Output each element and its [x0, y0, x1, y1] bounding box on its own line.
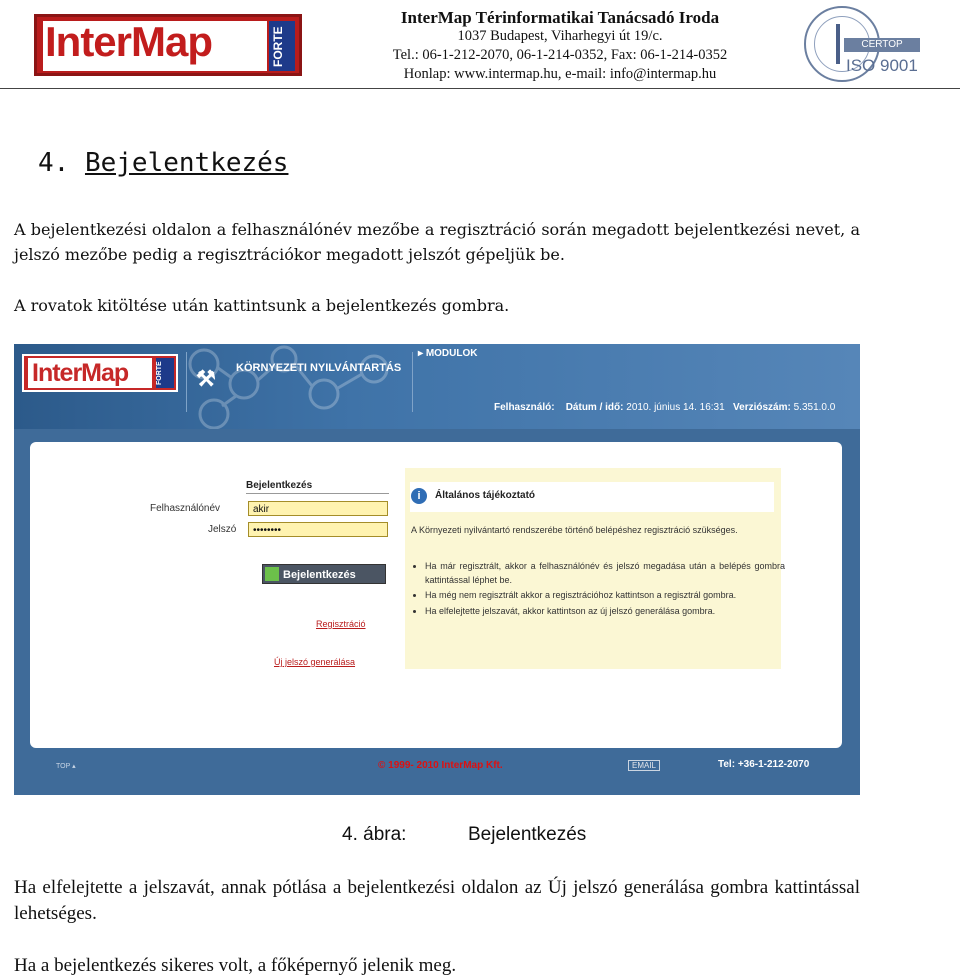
- section-title: [38, 148, 288, 178]
- app-logo[interactable]: [22, 354, 178, 392]
- nav-separator: [186, 352, 187, 412]
- company-address: 1037 Budapest, Viharhegyi út 19/c.: [457, 28, 663, 44]
- top-link-label: TOP: [56, 763, 71, 770]
- login-screenshot: [14, 344, 860, 795]
- company-header: [330, 8, 790, 84]
- register-link[interactable]: Regisztráció: [316, 619, 366, 629]
- username-input[interactable]: akir: [248, 501, 388, 516]
- password-label: Jelszó: [208, 524, 237, 535]
- paragraph-success: Ha a bejelentkezés sikeres volt, a főképernyő jelenik meg.: [14, 955, 457, 976]
- tools-icon: ⚒: [196, 366, 216, 391]
- app-logo-word: InterMap: [28, 358, 152, 388]
- info-list-item: • Ha már regisztrált, akkor a felhasználónév és jelszó megadása után a belépés gombra kattintással léphet be.: [425, 560, 785, 587]
- version-label: Verziószám:: [733, 402, 791, 413]
- info-title: Általános tájékoztató: [435, 490, 536, 501]
- section-number: 4.: [38, 148, 70, 178]
- app-logo-forte: FORTE: [156, 358, 174, 388]
- paragraph-forgot-password: Ha elfelejtette a jelszavát, annak pótlása a bejelentkezési oldalon az Új jelszó generálása gombra kattintással lehetséges.: [14, 877, 860, 924]
- login-panel: [30, 442, 842, 748]
- nav-title: KÖRNYEZETI NYILVÁNTARTÁS: [236, 362, 402, 374]
- logo-forte: FORTE: [271, 26, 285, 68]
- username-label: Felhasználónév: [150, 503, 221, 514]
- nav-modules-label: MODULOK: [425, 348, 478, 359]
- info-icon: i: [411, 488, 427, 504]
- login-heading: Bejelentkezés: [246, 480, 313, 491]
- login-button-label: Bejelentkezés: [283, 569, 356, 581]
- section-heading: Bejelentkezés: [84, 148, 289, 178]
- version-value: 5.351.0.0: [793, 402, 836, 413]
- email-button[interactable]: EMAIL: [628, 760, 660, 771]
- copyright: © 1999- 2010 InterMap Kft.: [378, 760, 503, 771]
- login-heading-rule: [246, 493, 389, 494]
- info-box: [405, 468, 785, 669]
- nav-separator: [412, 352, 413, 412]
- figure-title: Bejelentkezés: [468, 824, 587, 845]
- footer-phone: Tel: +36-1-212-2070: [718, 759, 810, 770]
- date-value: 2010. június 14. 16:31: [626, 402, 725, 413]
- paragraph-login-click: A rovatok kitöltése után kattintsunk a bejelentkezés gombra.: [14, 296, 510, 315]
- header-rule: [0, 88, 960, 89]
- login-button[interactable]: [262, 564, 386, 584]
- company-web: Honlap: www.intermap.hu, e-mail: info@intermap.hu: [403, 66, 717, 82]
- password-input[interactable]: ••••••••: [248, 522, 388, 537]
- nav-modules[interactable]: ▸ MODULOK: [418, 348, 478, 359]
- lock-icon: [265, 567, 279, 581]
- status-line: [494, 402, 835, 413]
- company-phones: Tel.: 06-1-212-2070, 06-1-214-0352, Fax: 06-1-214-0352: [392, 47, 728, 63]
- info-list: [411, 560, 785, 620]
- new-password-link[interactable]: Új jelszó generálása: [274, 657, 356, 667]
- info-text: A Környezeti nyilvántartó rendszerébe történő belépéshez regisztráció szükséges.: [411, 525, 738, 535]
- info-list-item: • Ha még nem regisztrált akkor a regisztrációhoz kattintson a regisztrál gombra.: [425, 589, 785, 603]
- iso-certificate-badge: [800, 4, 920, 86]
- certop-label: CERTOP: [844, 38, 920, 52]
- intermap-logo: [34, 14, 302, 76]
- company-name: InterMap Térinformatikai Tanácsadó Iroda: [400, 8, 720, 27]
- top-link[interactable]: TOP ▴: [56, 763, 76, 770]
- figure-number: 4. ábra:: [342, 824, 407, 845]
- app-footer: [14, 748, 860, 795]
- logo-word: InterMap: [45, 18, 213, 65]
- user-label: Felhasználó:: [494, 402, 555, 413]
- iso-label: ISO 9001: [846, 56, 918, 75]
- paragraph-login-intro: A bejelentkezési oldalon a felhasználónév mezőbe a regisztráció során megadott bejelentkezési nevet, a jelszó mezőbe pedig a regisztrációkor megadott jelszót gépeljük be.: [14, 220, 860, 264]
- info-list-item: • Ha elfelejtette jelszavát, akkor kattintson az új jelszó generálása gombra.: [425, 605, 785, 619]
- date-label: Dátum / idő:: [565, 402, 624, 413]
